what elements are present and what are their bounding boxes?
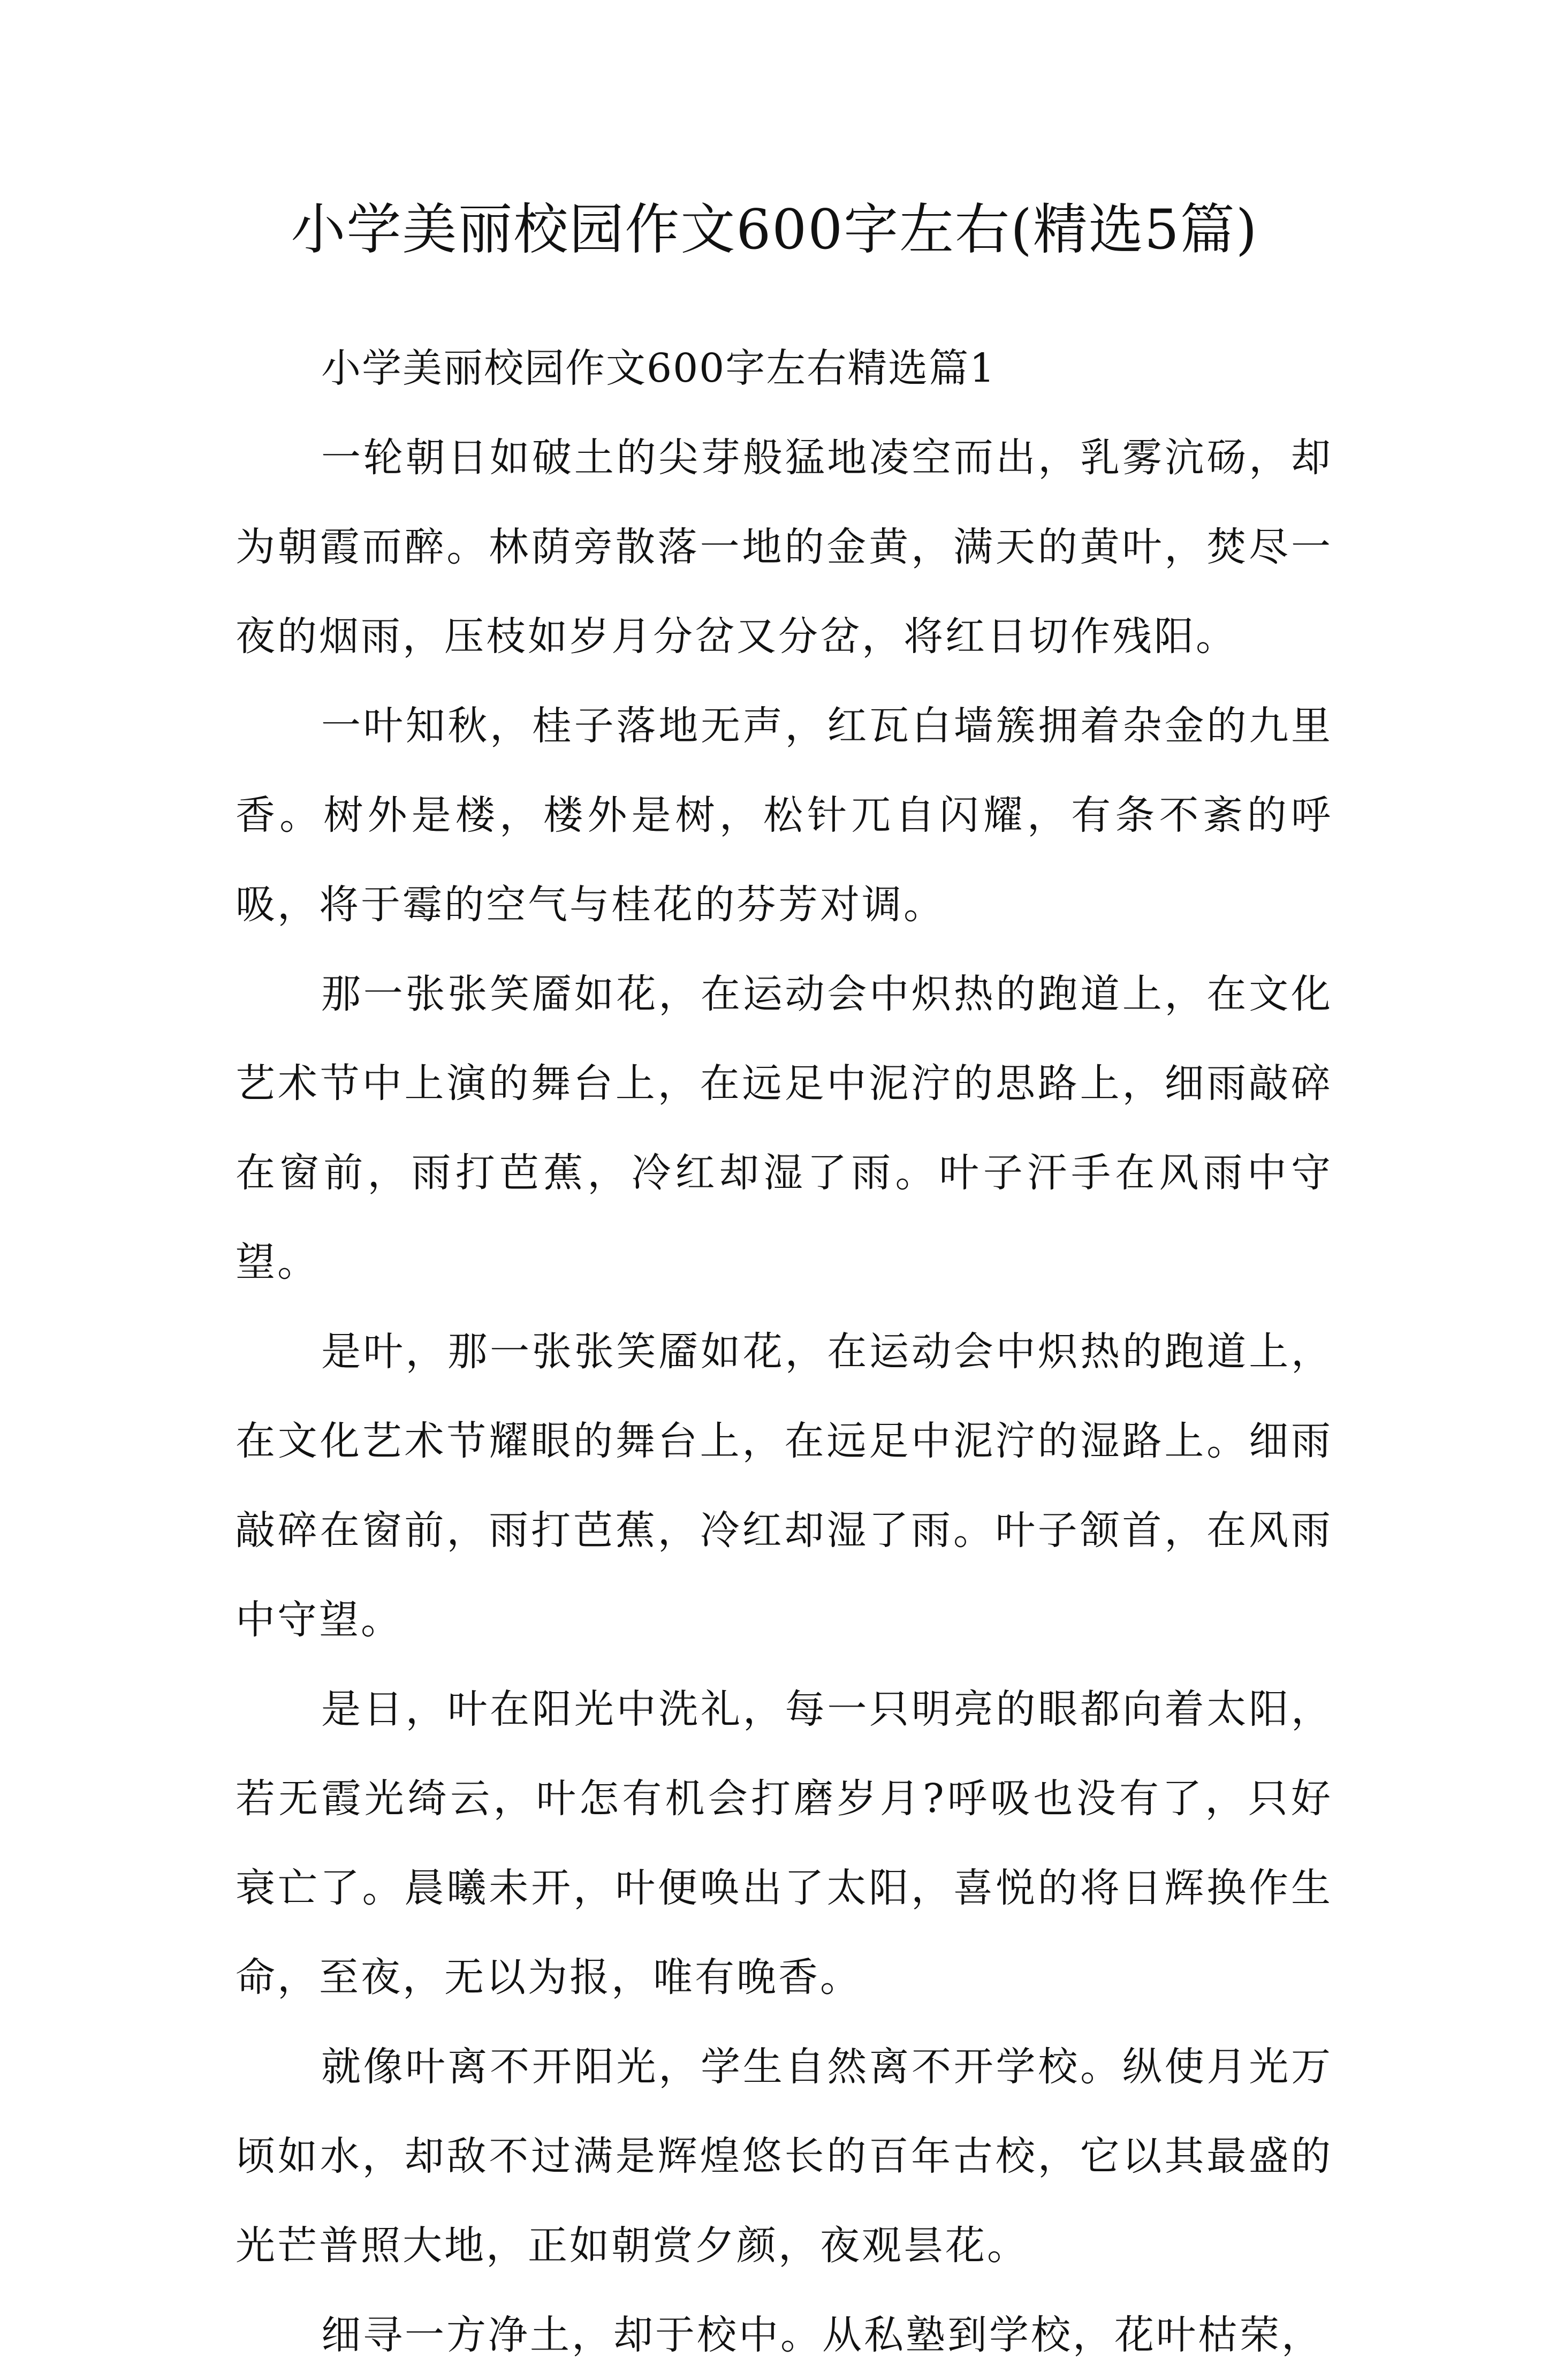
document-title: 小学美丽校园作文600字左右(精选5篇) [291, 198, 1258, 262]
paragraph: 就像叶离不开阳光，学生自然离不开学校。纵使月光万顷如水，却敌不过满是辉煌悠长的百年古校，它以其最盛的光芒普照大地，正如朝赏夕颜，夜观昙花。 [236, 2044, 1333, 2269]
paragraph: 细寻一方净土，却于校中。从私塾到学校，花叶枯荣， [321, 2312, 1323, 2358]
document-body [236, 324, 1333, 2380]
paragraph: 一轮朝日如破土的尖芽般猛地凌空而出，乳雾沆砀，却为朝霞而醉。林荫旁散落一地的金黄，满天的黄叶，焚尽一夜的烟雨，压枝如岁月分岔又分岔，将红日切作残阳。 [236, 435, 1333, 660]
paragraph: 是日，叶在阳光中洗礼，每一只明亮的眼都向着太阳，若无霞光绮云，叶怎有机会打磨岁月?呼吸也没有了，只好衰亡了。晨曦未开，叶便唤出了太阳，喜悦的将日辉换作生命，至夜，无以为报，唯有晚香。 [236, 1686, 1333, 2000]
section-heading: 小学美丽校园作文600字左右精选篇1 [321, 345, 996, 391]
paragraph: 是叶，那一张张笑靥如花，在运动会中炽热的跑道上，在文化艺术节耀眼的舞台上，在远足中泥泞的湿路上。细雨敲碎在窗前，雨打芭蕉，冷红却湿了雨。叶子颔首，在风雨中守望。 [236, 1329, 1333, 1643]
paragraph: 一叶知秋，桂子落地无声，红瓦白墙簇拥着杂金的九里香。树外是楼，楼外是树，松针兀自闪耀，有条不紊的呼吸，将于霉的空气与桂花的芬芳对调。 [236, 703, 1333, 928]
paragraph: 那一张张笑靥如花，在运动会中炽热的跑道上，在文化艺术节中上演的舞台上，在远足中泥泞的思路上，细雨敲碎在窗前，雨打芭蕉，冷红却湿了雨。叶子汗手在风雨中守望。 [236, 971, 1333, 1285]
